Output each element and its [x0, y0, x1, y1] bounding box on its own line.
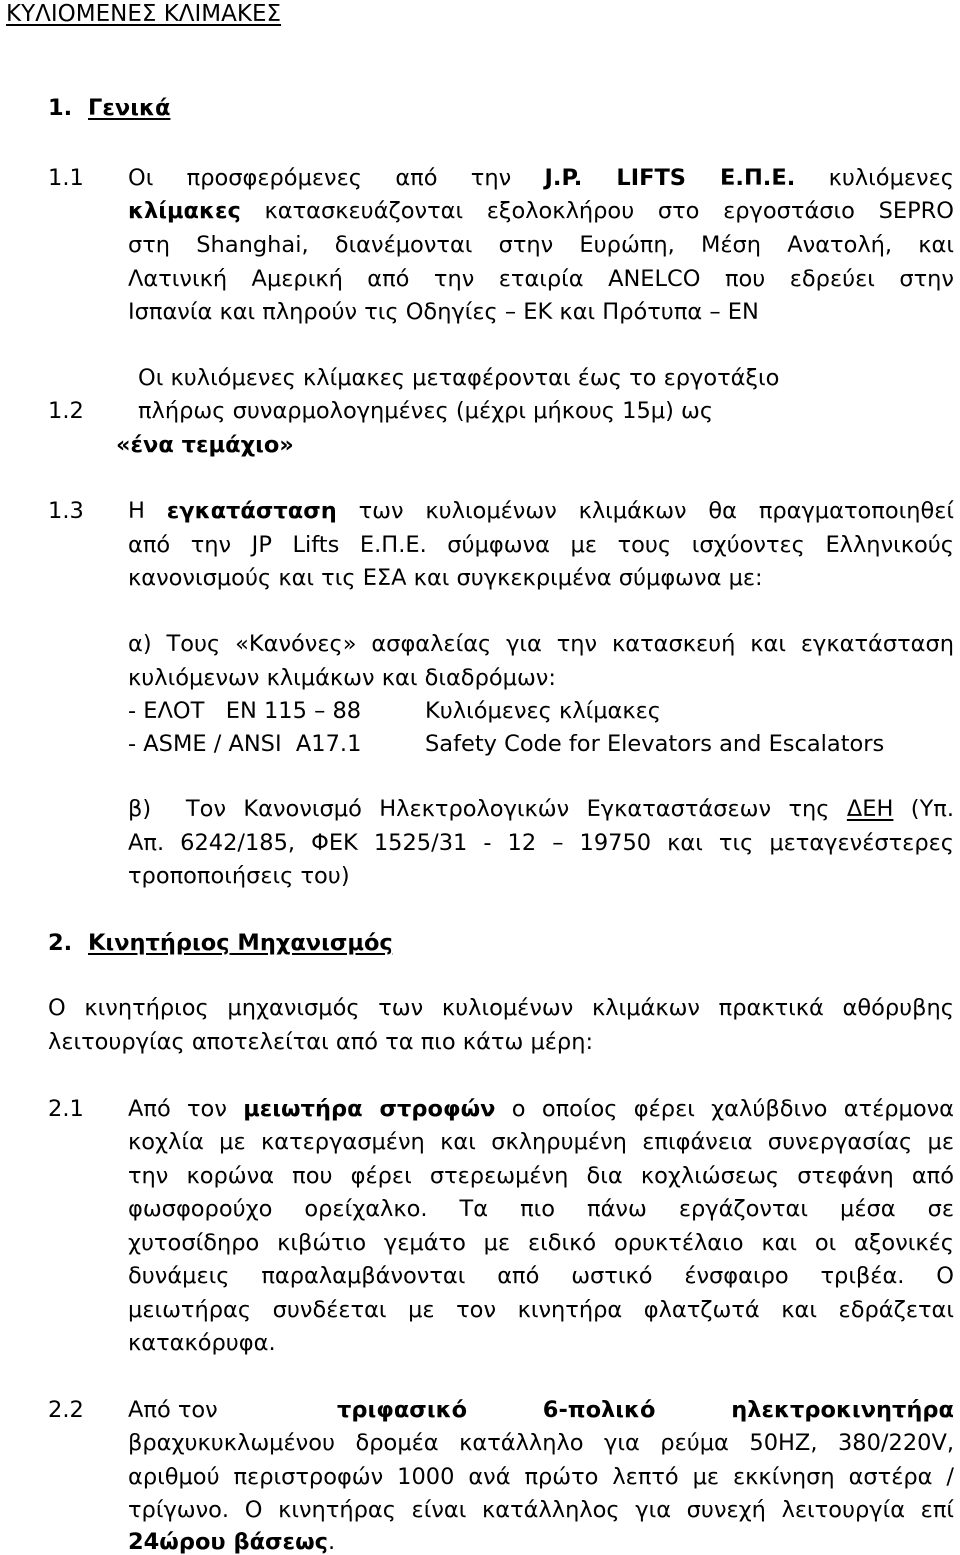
- paragraph-1-1-number: 1.1: [48, 165, 84, 191]
- paragraph-2-1-line-3: την κορώνα που φέρει στερεωμένη δια κοχλιώσεως στεφάνη από: [128, 1163, 954, 1189]
- section-2-line-2: λειτουργίας αποτελείται από τα πιο κάτω μέρη:: [48, 1029, 594, 1055]
- section-2-heading: Κινητήριος Μηχανισμός: [88, 930, 393, 956]
- paragraph-2-2-line-1b: τριφασικό 6-πολικό ηλεκτροκινητήρα: [337, 1397, 954, 1423]
- alpha-item-1-code: - ΕΛΟΤ ΕΝ 115 – 88: [128, 698, 362, 724]
- paragraph-1-3-number: 1.3: [48, 498, 84, 524]
- paragraph-1-1-line-3: στη Shanghai, διανέμονται στην Ευρώπη, Μέση Ανατολή, και: [128, 232, 954, 258]
- paragraph-1-2-line-2: πλήρως συναρμολογημένες (μέχρι μήκους 15μ) ως: [138, 398, 714, 424]
- paragraph-1-1-line-5: Ισπανία και πληρούν τις Οδηγίες – ΕΚ και Πρότυπα – ΕΝ: [128, 299, 759, 325]
- paragraph-2-2-line-3: αριθμού περιστροφών 1000 ανά πρώτο λεπτό με εκκίνηση αστέρα /: [128, 1464, 954, 1490]
- beta-line-1: β) Τον Κανονισμό Ηλεκτρολογικών Εγκαταστάσεων της ΔΕΗ (Υπ.: [128, 796, 955, 822]
- section-1-number: 1.: [48, 95, 73, 121]
- beta-line-2: Απ. 6242/185, ΦΕΚ 1525/31 - 12 – 19750 και τις μεταγενέστερες: [128, 830, 954, 856]
- paragraph-1-2-number: 1.2: [48, 398, 84, 424]
- paragraph-1-2-line-1: Οι κυλιόμενες κλίμακες μεταφέρονται έως το εργοτάξιο: [138, 365, 780, 391]
- paragraph-2-1-line-4: φωσφορούχο ορείχαλκο. Τα πιο πάνω εργάζονται μέσα σε: [128, 1196, 954, 1222]
- paragraph-2-1-line-1: Από τον μειωτήρα στροφών ο οποίος φέρει χαλύβδινο ατέρμονα: [128, 1096, 955, 1122]
- document-title: ΚΥΛΙΟΜΕΝΕΣ ΚΛΙΜΑΚΕΣ: [6, 1, 282, 27]
- section-2-line-1: Ο κινητήριος μηχανισμός των κυλιομένων κλιμάκων πρακτικά αθόρυβης: [48, 995, 954, 1021]
- paragraph-2-1-line-8: κατακόρυφα.: [128, 1330, 276, 1356]
- section-1-heading: Γενικά: [88, 95, 171, 121]
- paragraph-1-1-line-2: κλίμακες κατασκευάζονται εξολοκλήρου στο εργοστάσιο SEPRO: [128, 198, 954, 224]
- paragraph-2-1-line-5: χυτοσίδηρο κιβώτιο γεμάτο με ειδικό ορυκτέλαιο και οι αξονικές: [128, 1230, 954, 1256]
- paragraph-2-2-line-1a: Από τον: [128, 1397, 218, 1423]
- paragraph-2-1-line-2: κοχλία με κατεργασμένη και σκληρυμένη επιφάνεια συνεργασίας με: [128, 1129, 954, 1155]
- alpha-line-2: κυλιόμενων κλιμάκων και διαδρόμων:: [128, 665, 556, 691]
- paragraph-2-2-line-2: βραχυκυκλωμένου δρομέα κατάλληλο για ρεύμα 50HZ, 380/220V,: [128, 1430, 954, 1456]
- alpha-item-1-text: Κυλιόμενες κλίμακες: [425, 698, 661, 724]
- paragraph-1-1-line-1: Οι προσφερόμενες από την J.P. LIFTS Ε.Π.Ε. κυλιόμενες: [128, 165, 954, 191]
- paragraph-2-2-line-4: τρίγωνο. Ο κινητήρας είναι κατάλληλος για συνεχή λειτουργία επί: [128, 1497, 954, 1523]
- paragraph-1-3-line-1: Η εγκατάσταση των κυλιομένων κλιμάκων θα πραγματοποιηθεί: [128, 498, 954, 524]
- paragraph-1-1-line-4: Λατινική Αμερική από την εταιρία ANELCO που εδρεύει στην: [128, 266, 954, 292]
- beta-line-3: τροποποιήσεις του): [128, 863, 350, 889]
- paragraph-2-1-line-6: δυνάμεις παραλαμβάνονται από ωστικό ένσφαιρο τριβέα. Ο: [128, 1263, 954, 1289]
- paragraph-2-2-line-5: 24ώρου βάσεως.: [128, 1529, 336, 1555]
- section-2-number: 2.: [48, 930, 73, 956]
- paragraph-2-1-number: 2.1: [48, 1096, 84, 1122]
- paragraph-2-2-number: 2.2: [48, 1397, 84, 1423]
- paragraph-1-2-line-3: «ένα τεμάχιο»: [116, 432, 294, 458]
- paragraph-1-3-line-2: από την JP Lifts Ε.Π.Ε. σύμφωνα με τους ισχύοντες Ελληνικούς: [128, 532, 954, 558]
- alpha-item-2-code: - ASME / ANSI A17.1: [128, 731, 362, 757]
- alpha-item-2-text: Safety Code for Elevators and Escalators: [425, 731, 885, 757]
- paragraph-2-1-line-7: μειωτήρας συνδέεται με τον κινητήρα φλατζωτά και εδράζεται: [128, 1297, 954, 1323]
- paragraph-1-3-line-3: κανονισμούς και τις ΕΣΑ και συγκεκριμένα σύμφωνα με:: [128, 565, 763, 591]
- alpha-line-1: α) Τους «Κανόνες» ασφαλείας για την κατασκευή και εγκατάσταση: [128, 631, 954, 657]
